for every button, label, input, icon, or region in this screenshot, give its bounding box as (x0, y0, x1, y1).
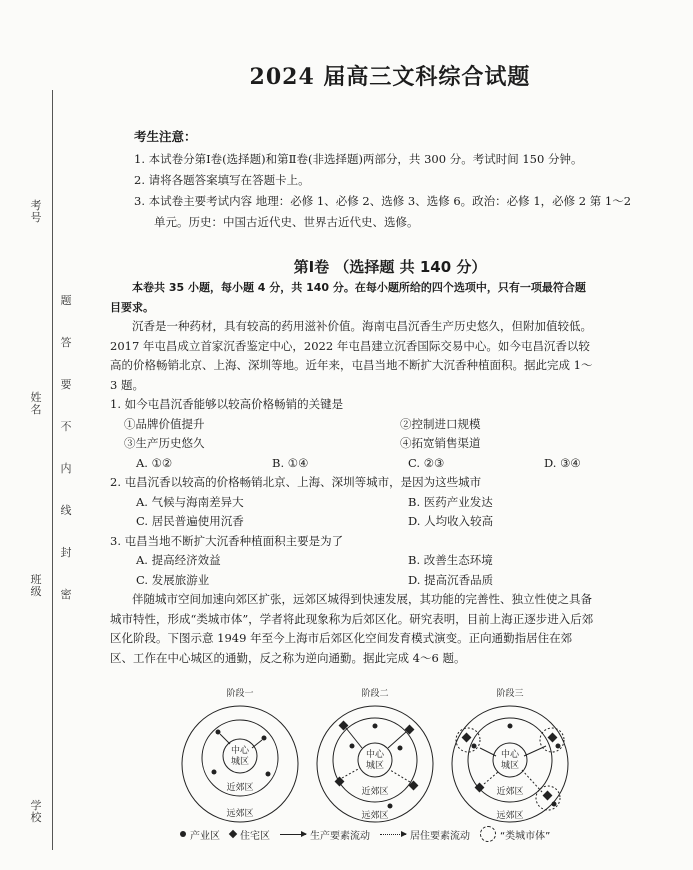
seal-char: 答 (60, 336, 72, 349)
stage-label: 阶段一 (226, 689, 254, 699)
passage-line: 3 题。 (110, 377, 144, 392)
option-a[interactable]: A. 提高经济效益 (136, 553, 221, 567)
passage-line: 2017 年屯昌成立首家沉香鉴定中心，2022 年屯昌建立沉香国际交易中心。如今屯昌沉香以较 (110, 338, 590, 353)
candidate-notice (134, 126, 674, 233)
question-2-stem: 2. 屯昌沉香以较高的价格畅销北京、上海、深圳等城市，是因为这些城市 (110, 475, 482, 489)
margin-field-exam-number (28, 200, 44, 224)
industry-dot (552, 802, 557, 807)
legend-production-flow (280, 827, 370, 842)
flow-arrow (220, 734, 230, 744)
flow-arrow (480, 748, 496, 756)
industry-dot (266, 772, 271, 777)
seal-warning (58, 292, 74, 628)
diamond-icon (229, 830, 237, 838)
residential-diamond (409, 781, 419, 791)
binding-line (52, 90, 53, 850)
option-b[interactable]: B. ①④ (272, 455, 309, 470)
question-2-options (110, 493, 680, 513)
passage-line: 区化阶段。下图示意 1949 年至今上海市后郊区化空间发育模式演变。正向通勤指居住在郊 (110, 631, 573, 645)
exam-title: 2024 届高三文科综合试题 (249, 64, 531, 90)
margin-field-class (28, 574, 44, 598)
stage-label: 阶段三 (496, 689, 524, 699)
center-label: 中心 (500, 750, 520, 760)
legend-label: 生产要素流动 (310, 830, 370, 842)
option-b[interactable]: B. 改善生态环境 (408, 553, 493, 567)
legend-residence-flow (380, 827, 470, 842)
center-ring (493, 743, 527, 777)
stage-three-diagram (452, 688, 568, 822)
notice-item: 1. 本试卷分第Ⅰ卷(选择题)和第Ⅱ卷(非选择题)两部分，共 300 分。考试时间 150 分钟。 (134, 152, 583, 166)
dotted-arrow-icon (380, 834, 406, 835)
legend-label: “类城市体” (500, 830, 551, 842)
option-a[interactable]: A. 气候与海南差异大 (136, 494, 244, 509)
question-1-items (110, 434, 680, 454)
legend-residential (230, 827, 270, 842)
legend-industry (180, 827, 220, 842)
option-c[interactable]: C. 居民普遍使用沉香 (136, 514, 244, 528)
statement-item: ③生产历史悠久 (124, 436, 205, 450)
center-label: 城区 (230, 757, 250, 767)
far-suburb-label: 远郊区 (361, 811, 389, 821)
notice-item: 3. 本试卷主要考试内容 地理：必修 1、必修 2、选修 3、选修 6。政治：必修 1，必修 2 第 1～2 (134, 194, 632, 208)
industry-dot (350, 744, 355, 749)
near-suburb-label: 近郊区 (496, 787, 524, 797)
stage-label: 阶段二 (361, 689, 389, 699)
question-3-options (110, 571, 680, 591)
notice-item: 2. 请将各题答案填写在答题卡上。 (134, 173, 310, 187)
option-d[interactable]: D. ③④ (544, 455, 581, 470)
section-instructions: 目要求。 (110, 300, 154, 314)
legend-label: 居住要素流动 (410, 830, 470, 842)
suburbanization-figure (180, 686, 680, 866)
question-1-items (110, 415, 680, 435)
center-ring (223, 739, 257, 773)
industry-dot (556, 744, 561, 749)
solid-arrow-icon (280, 834, 306, 835)
dot-icon (180, 831, 186, 837)
question-3-options (110, 551, 680, 571)
residential-diamond (548, 733, 558, 743)
passage-line: 高的价格畅销北京、上海、深圳等地。近年来，屯昌当地不断扩大沉香种植面积。据此完成 1～ (110, 358, 593, 372)
statement-item: ②控制进口规模 (400, 416, 481, 431)
figure-legend (180, 826, 680, 842)
industry-dot (388, 804, 393, 809)
margin-field-label: 姓名 (30, 391, 42, 416)
option-a[interactable]: A. ①② (136, 455, 173, 470)
stage-one-diagram (182, 688, 298, 822)
legend-label: 产业区 (190, 830, 220, 842)
flow-arrow (484, 772, 498, 784)
question-1-options (110, 454, 680, 474)
seal-char: 内 (60, 462, 72, 475)
industry-dot (262, 736, 267, 741)
seal-char: 密 (60, 588, 72, 601)
seal-char: 要 (60, 378, 72, 391)
seal-char: 不 (60, 420, 72, 433)
passage-line: 沉香是一种药材，具有较高的药用滋补价值。海南屯昌沉香生产历史悠久，但附加值较低。 (132, 319, 592, 333)
residential-diamond (462, 733, 472, 743)
flow-arrow (390, 770, 410, 782)
near-suburb-label: 近郊区 (361, 787, 389, 797)
center-label: 城区 (500, 761, 520, 771)
center-label: 中心 (365, 750, 385, 760)
far-suburb-label: 远郊区 (226, 809, 254, 819)
notice-heading: 考生注意： (134, 129, 197, 144)
passage-line: 城市特性，形成“类城市体”，学者将此现象称为后郊区化。研究表明，目前上海正逐步进入后郊 (110, 611, 594, 626)
statement-item: ①品牌价值提升 (124, 416, 205, 431)
option-b[interactable]: B. 医药产业发达 (408, 494, 493, 509)
margin-field-name (28, 392, 44, 416)
margin-field-label: 学校 (30, 799, 42, 824)
industry-dot (216, 730, 221, 735)
seal-char: 线 (60, 504, 72, 517)
seal-char: 题 (60, 294, 72, 307)
option-c[interactable]: C. 发展旅游业 (136, 572, 210, 587)
question-2-options (110, 512, 680, 532)
section-title: 第Ⅰ卷 （选择题 共 140 分） (293, 258, 487, 276)
legend-quasi-city (480, 826, 550, 842)
margin-field-school (28, 800, 44, 824)
residential-diamond (405, 725, 415, 735)
residential-diamond (543, 791, 553, 801)
flow-arrow (342, 768, 360, 778)
section-instructions: 本卷共 35 小题，每小题 4 分，共 140 分。在每小题所给的四个选项中，只有一项最符合题 (132, 281, 586, 294)
margin-field-label: 考号 (30, 199, 42, 224)
questions (110, 278, 680, 668)
industry-dot (472, 744, 477, 749)
center-label: 城区 (365, 761, 385, 771)
seal-char: 封 (60, 546, 72, 559)
flow-arrow (252, 740, 262, 748)
industry-dot (508, 724, 513, 729)
center-label: 中心 (230, 746, 250, 756)
industry-dot (212, 770, 217, 775)
passage-line: 区、工作在中心城区的通勤，反之称为逆向通勤。据此完成 4～6 题。 (110, 650, 466, 665)
dashed-circle-icon (480, 826, 496, 842)
stage-diagrams (180, 686, 680, 826)
question-1-stem: 1. 如今屯昌沉香能够以较高价格畅销的关键是 (110, 397, 344, 411)
center-ring (358, 743, 392, 777)
flow-arrow (388, 732, 406, 748)
industry-dot (398, 746, 403, 751)
industry-dot (373, 724, 378, 729)
notice-item: 单元。历史：中国古近代史、世界古近代史、选修。 (154, 215, 419, 229)
far-suburb-label: 远郊区 (496, 811, 524, 821)
option-c[interactable]: C. ②③ (408, 455, 445, 470)
flow-arrow (522, 770, 542, 792)
flow-arrow (524, 746, 546, 756)
legend-label: 住宅区 (240, 830, 270, 842)
question-3-stem: 3. 屯昌当地不断扩大沉香种植面积主要是为了 (110, 533, 344, 548)
stage-two-diagram (317, 688, 433, 822)
statement-item: ④拓宽销售渠道 (400, 436, 481, 450)
margin-field-label: 班级 (30, 573, 42, 598)
option-d[interactable]: D. 人均收入较高 (408, 514, 494, 528)
option-d[interactable]: D. 提高沉香品质 (408, 572, 494, 587)
passage-line: 伴随城市空间加速向郊区扩张，远郊区城得到快速发展，其功能的完善性、独立性使之具备 (132, 592, 592, 606)
near-suburb-label: 近郊区 (226, 783, 254, 793)
